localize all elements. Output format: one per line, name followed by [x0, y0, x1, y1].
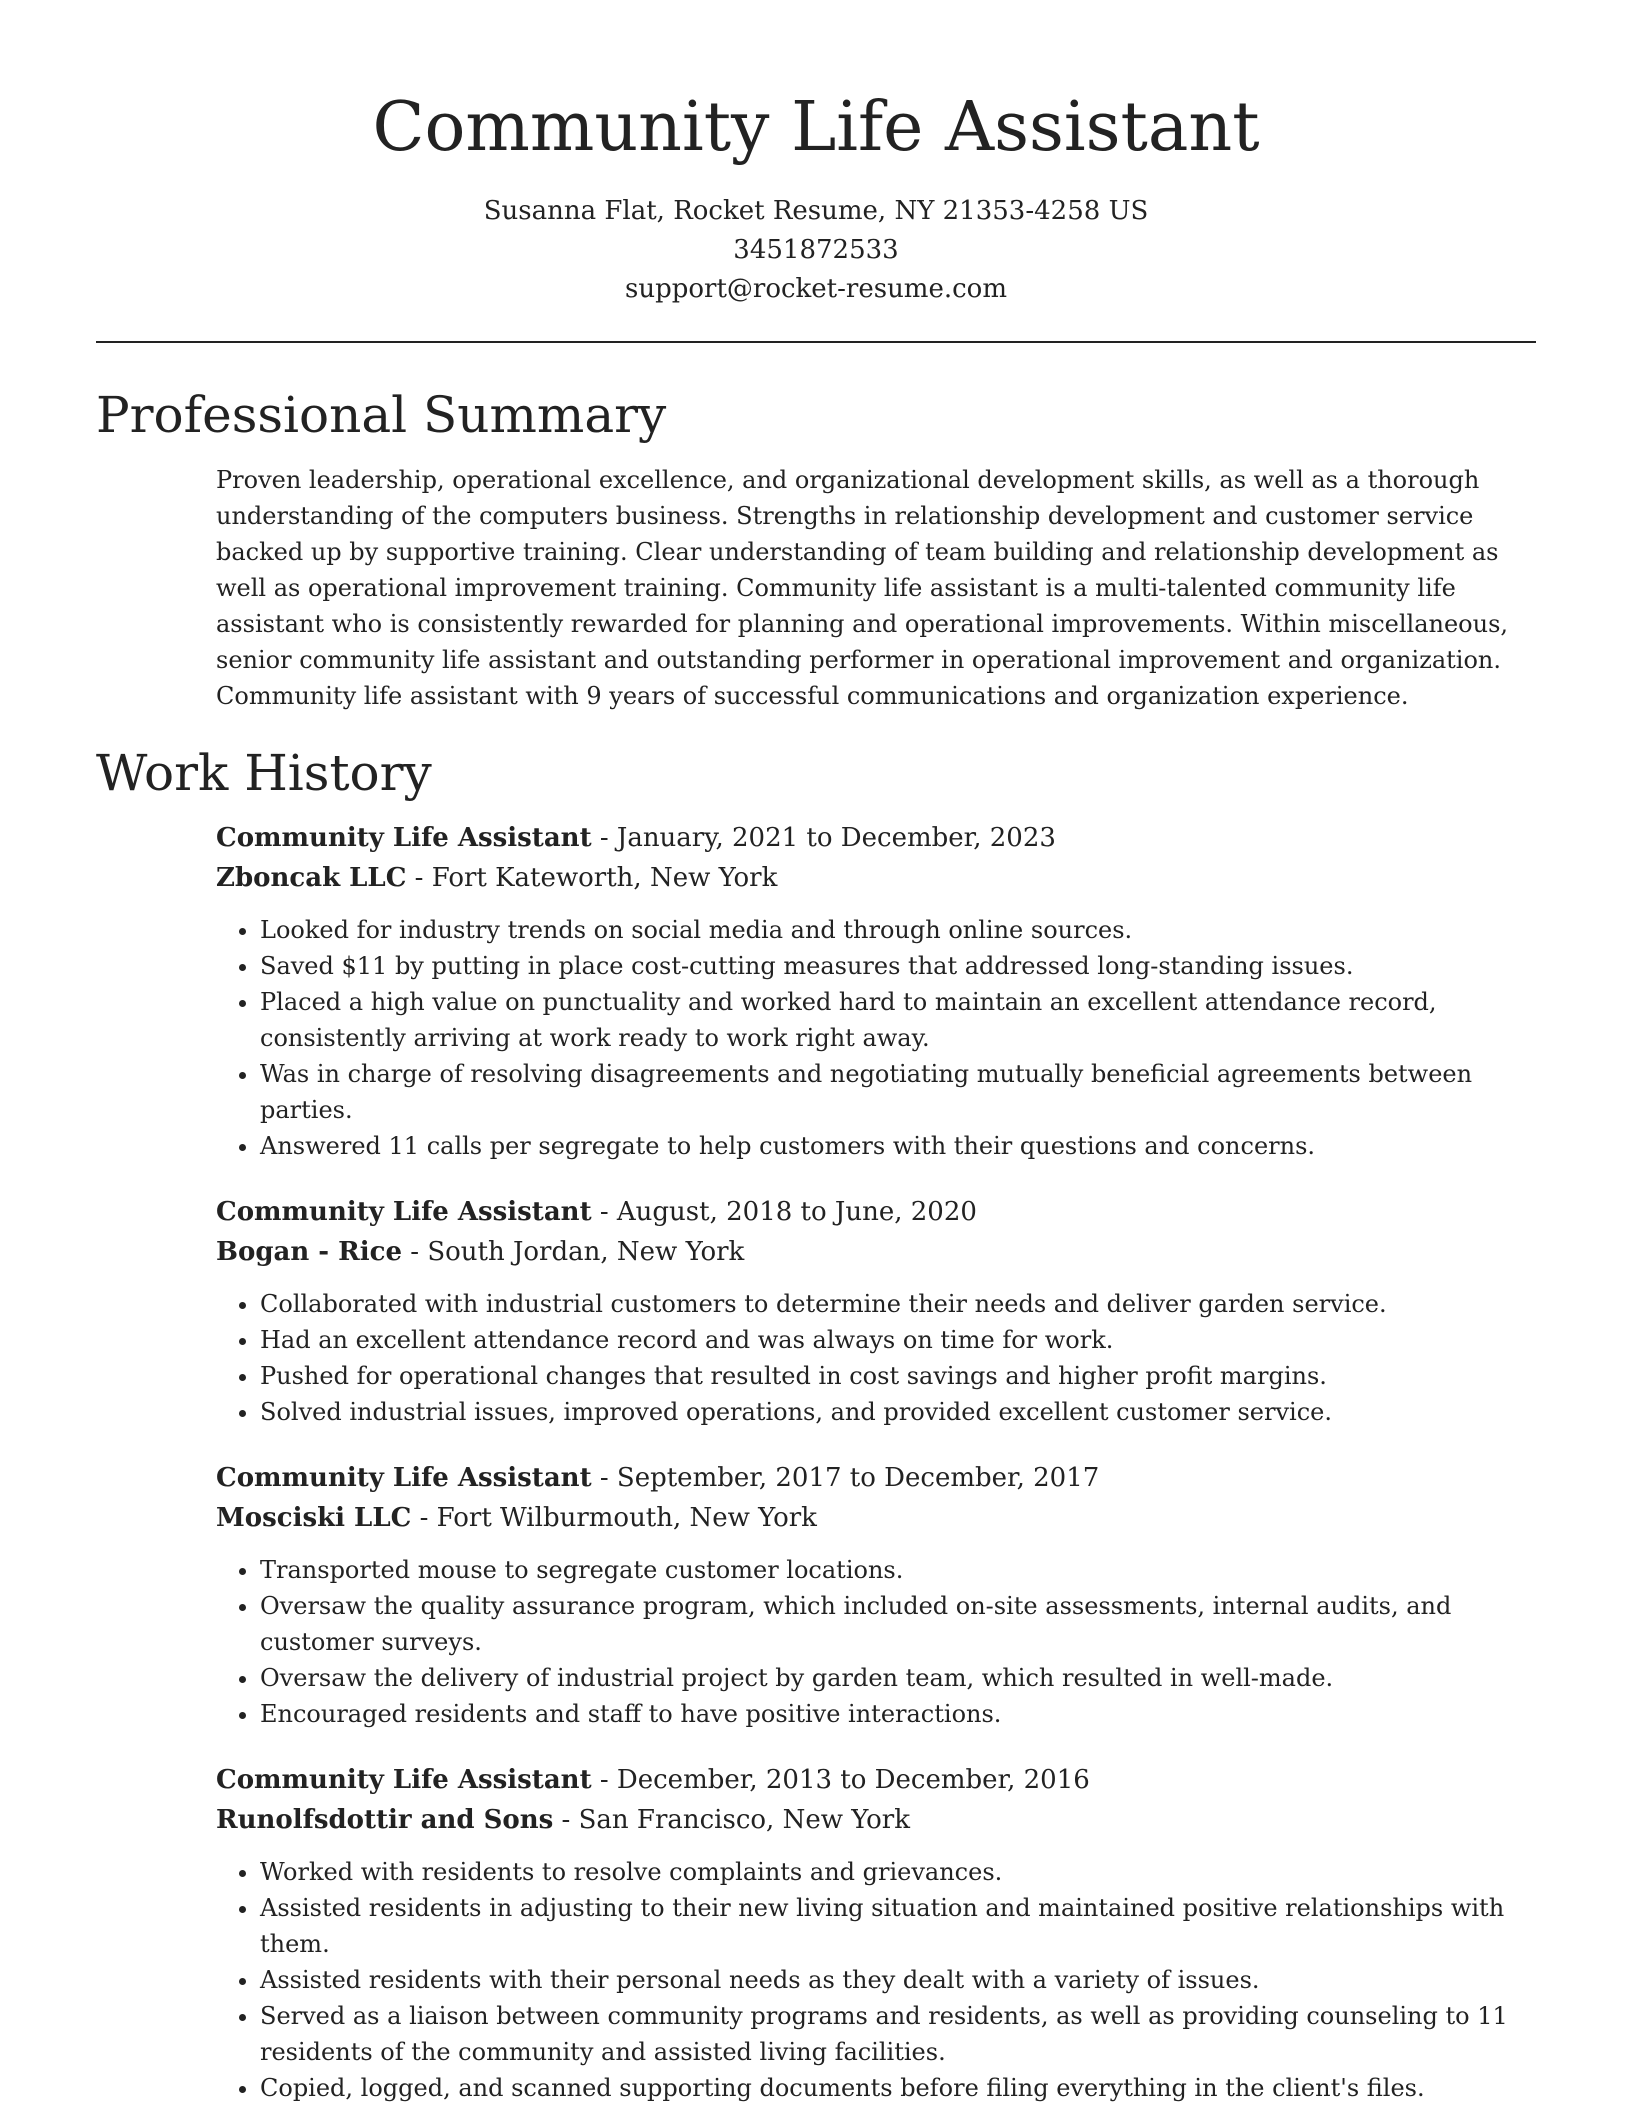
job-company: Bogan - Rice — [216, 1237, 402, 1267]
job-title: Community Life Assistant — [216, 823, 592, 853]
summary-text: Proven leadership, operational excellence, and organizational development skills, as well as a thorough understanding of the computers business. Strengths in relationship development and customer service backed up by supportive training. Clear understanding of team building and relationship development as well as operational improvement training. Community life assistant is a multi-talented community life assistant who is consistently rewarded for planning and operational improvements. Within miscellaneous, senior community life assistant and outstanding performer in operational improvement and organization. Community life assistant with 9 years of successful communications and organization experience. — [216, 466, 1509, 710]
job-bullets — [216, 1286, 1536, 1430]
work-history-heading: Work History — [96, 744, 432, 802]
job-entry — [216, 1760, 1536, 2106]
header-divider — [96, 341, 1536, 343]
job-bullet: • Assisted residents with their personal needs as they dealt with a variety of issues. — [260, 1962, 1536, 1998]
job-location: - South Jordan, New York — [402, 1237, 745, 1267]
job-location: - San Francisco, New York — [553, 1805, 910, 1835]
job-dates: - September, 2017 to December, 2017 — [591, 1463, 1100, 1493]
work-history-section — [96, 736, 1536, 2106]
job-company-line — [216, 858, 1536, 898]
job-bullets — [216, 912, 1536, 1164]
job-bullet: • Placed a high value on punctuality and worked hard to maintain an excellent attendance record, consistently arriving at work ready to work right away. — [260, 984, 1536, 1056]
job-bullets — [216, 1854, 1536, 2106]
job-bullet: • Copied, logged, and scanned supporting documents before filing everything in the client's files. — [260, 2070, 1536, 2106]
job-bullet: • Encouraged residents and staff to have positive interactions. — [260, 1696, 1536, 1732]
job-title: Community Life Assistant — [216, 1197, 592, 1227]
job-bullet: • Collaborated with industrial customers to determine their needs and deliver garden service. — [260, 1286, 1536, 1322]
job-title: Community Life Assistant — [216, 1765, 592, 1795]
job-dates: - January, 2021 to December, 2023 — [591, 823, 1056, 853]
job-bullet: • Looked for industry trends on social media and through online sources. — [260, 912, 1536, 948]
job-entry — [216, 1192, 1536, 1430]
job-title: Community Life Assistant — [216, 1463, 592, 1493]
job-company-line — [216, 1232, 1536, 1272]
job-bullet: • Was in charge of resolving disagreements and negotiating mutually beneficial agreements between parties. — [260, 1056, 1536, 1128]
contact-email: support@rocket-resume.com — [624, 274, 1007, 304]
job-location: - Fort Wilburmouth, New York — [411, 1503, 817, 1533]
job-dates: - December, 2013 to December, 2016 — [591, 1765, 1090, 1795]
job-bullet: • Oversaw the delivery of industrial project by garden team, which resulted in well-made. — [260, 1660, 1536, 1696]
job-company-line — [216, 1498, 1536, 1538]
job-title-line — [216, 1458, 1536, 1498]
resume-title: Community Life Assistant — [372, 88, 1260, 167]
job-company-line — [216, 1800, 1536, 1840]
job-bullet: • Transported mouse to segregate customer locations. — [260, 1552, 1536, 1588]
contact-address: Susanna Flat, Rocket Resume, NY 21353-4258 US — [483, 196, 1149, 226]
contact-info — [0, 192, 1632, 309]
contact-phone: 3451872533 — [733, 235, 899, 265]
job-bullet: • Saved $11 by putting in place cost-cutting measures that addressed long-standing issues. — [260, 948, 1536, 984]
job-bullet: • Worked with residents to resolve complaints and grievances. — [260, 1854, 1536, 1890]
job-title-line — [216, 1760, 1536, 1800]
job-company: Runolfsdottir and Sons — [216, 1805, 554, 1835]
job-title-line — [216, 818, 1536, 858]
summary-section — [96, 378, 1536, 714]
job-entry — [216, 818, 1536, 1164]
job-entry — [216, 1458, 1536, 1732]
job-bullet: • Answered 11 calls per segregate to help customers with their questions and concerns. — [260, 1128, 1536, 1164]
summary-heading: Professional Summary — [96, 386, 667, 444]
job-company: Mosciski LLC — [216, 1503, 412, 1533]
job-bullet: • Assisted residents in adjusting to their new living situation and maintained positive relationships with them. — [260, 1890, 1536, 1962]
job-bullet: • Had an excellent attendance record and was always on time for work. — [260, 1322, 1536, 1358]
job-bullet: • Solved industrial issues, improved operations, and provided excellent customer service. — [260, 1394, 1536, 1430]
job-bullet: • Served as a liaison between community programs and residents, as well as providing counseling to 11 residents of the community and assisted living facilities. — [260, 1998, 1536, 2070]
job-bullet: • Oversaw the quality assurance program, which included on-site assessments, internal audits, and customer surveys. — [260, 1588, 1536, 1660]
job-dates: - August, 2018 to June, 2020 — [591, 1197, 977, 1227]
job-location: - Fort Kateworth, New York — [406, 863, 778, 893]
job-company: Zboncak LLC — [216, 863, 407, 893]
job-bullet: • Pushed for operational changes that resulted in cost savings and higher profit margins. — [260, 1358, 1536, 1394]
resume-header — [0, 0, 1632, 309]
job-title-line — [216, 1192, 1536, 1232]
resume-content — [96, 378, 1536, 2112]
job-bullets — [216, 1552, 1536, 1732]
